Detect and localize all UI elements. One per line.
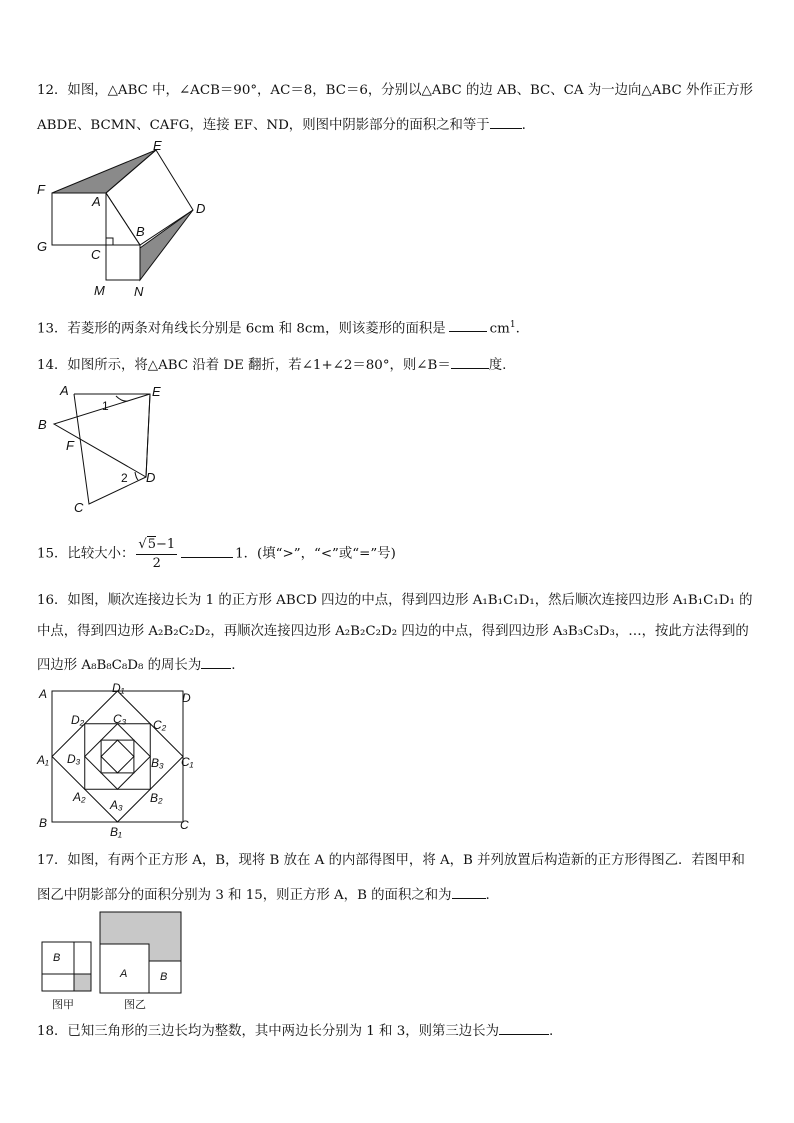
q14-label-c: C <box>74 500 84 515</box>
q17-fig-a-label-b: B <box>53 952 61 964</box>
q12-label-e: E <box>153 138 162 153</box>
q12-label-f: F <box>37 182 45 197</box>
q15-after: 1．(填“>”，“<”或“=”号) <box>235 546 396 562</box>
q18-text: 18．已知三角形的三边长均为整数，其中两边长分别为 1 和 3，则第三边长为 <box>37 1024 499 1039</box>
q16-label-d3: D₃ <box>67 752 81 766</box>
q12-label-d: D <box>196 201 206 216</box>
q14-tail: 度. <box>488 358 507 373</box>
q14-triangle-outline <box>74 394 150 504</box>
q16-label-d: D <box>182 691 191 705</box>
q16-label-b3: B₃ <box>151 756 164 770</box>
q12-line-1: 12．如图，△ABC 中，∠ACB＝90°，AC＝8，BC＝6，分别以△ABC 的边 AB、BC、CA 为一边向△ABC 外作正方形 <box>37 83 753 98</box>
q14-label-f: F <box>66 438 74 453</box>
q16-label-a3: A₃ <box>110 798 123 812</box>
q14-fold-line-de <box>146 394 150 477</box>
q17-answer-blank[interactable] <box>452 884 486 899</box>
q16-label-c: C <box>180 818 189 832</box>
q16-line-3 <box>37 654 235 675</box>
q15-line <box>37 536 396 573</box>
q12-label-a: A <box>92 194 101 209</box>
q16-label-c1: C₁ <box>181 755 194 769</box>
q17-fig-b-label-b: B <box>160 971 168 983</box>
q15-sqrt-arg: 5 <box>147 537 156 552</box>
q17-tail: . <box>485 888 490 903</box>
q12-text: ABDE、BCMN、CAFG，连接 EF、ND，则图中阴影部分的面积之和等于 <box>37 118 490 133</box>
q13-answer-blank[interactable] <box>449 317 487 332</box>
q17-line-1: 17．如图，有两个正方形 A，B，现将 B 放在 A 的内部得图甲，将 A，B 并列放置后构造新的正方形得图乙．若图甲和 <box>37 853 745 868</box>
q14-angle-2-label: 2 <box>121 471 128 485</box>
q16-label-a2: A₂ <box>73 790 86 804</box>
q12-tail: . <box>521 118 526 133</box>
q16-tail: . <box>231 658 236 673</box>
q16-label-b: B <box>39 816 48 830</box>
q12-label-n: N <box>134 284 144 299</box>
q17-fig-b-label-a: A <box>120 968 128 980</box>
q12-label-m: M <box>94 283 105 298</box>
q16-text: 四边形 A₈B₈C₈D₈ 的周长为 <box>37 658 202 673</box>
q12-shaded-triangle-right <box>140 210 193 280</box>
q18-tail: . <box>548 1024 554 1039</box>
q12-label-c: C <box>91 247 101 262</box>
q14-text: 14．如图所示，将△ABC 沿着 DE 翻折，若∠1+∠2＝80°，则∠B＝ <box>37 358 451 373</box>
q16-label-d1: D₁ <box>112 681 125 695</box>
q12-line-2 <box>37 114 526 135</box>
q17-fig-a-caption: 图甲 <box>52 999 74 1011</box>
q16-label-a: A <box>39 687 48 701</box>
q13-tail: . <box>515 321 520 337</box>
q12-figure <box>30 138 220 303</box>
q16-line-1: 16．如图，顺次连接边长为 1 的正方形 ABCD 四边的中点，得到四边形 A₁B₁C₁D₁，然后顺次连接四边形 A₁B₁C₁D₁ 的 <box>37 593 753 608</box>
q12-shaded-triangle-left <box>52 150 156 193</box>
q15-numerator-rest: −1 <box>155 537 176 552</box>
q16-label-d2: D₂ <box>71 713 85 727</box>
q13-text: 13．若菱形的两条对角线长分别是 6cm 和 8cm，则该菱形的面积是 <box>37 321 446 337</box>
q12-side-ab <box>106 193 140 245</box>
q14-angle-1-label: 1 <box>102 399 109 413</box>
q13-unit-sup: 1 <box>509 320 516 330</box>
q14-figure <box>32 382 172 517</box>
q16-label-b2: B₂ <box>150 791 163 805</box>
q16-figure <box>32 680 207 840</box>
q16-label-a1: A₁ <box>37 753 49 767</box>
q12-label-g: G <box>37 239 48 254</box>
q16-line-2: 中点，得到四边形 A₂B₂C₂D₂，再顺次连接四边形 A₂B₂C₂D₂ 四边的中点，得到四边形 A₃B₃C₃D₃，…，按此方法得到的 <box>37 624 749 639</box>
q16-square-5 <box>101 740 134 773</box>
q15-prefix: 15．比较大小： <box>37 546 135 562</box>
q14-label-b: B <box>38 417 47 432</box>
q14-label-d: D <box>146 470 156 485</box>
q15-answer-blank[interactable] <box>181 543 233 558</box>
q18-answer-blank[interactable] <box>499 1020 549 1035</box>
q16-label-c3: C₃ <box>113 712 127 726</box>
q16-label-c2: C₂ <box>153 718 167 732</box>
q12-right-angle-mark <box>106 238 113 245</box>
q17-fig-a-shaded <box>74 974 91 991</box>
q14-angle-2-arc <box>135 472 138 480</box>
q15-denominator: 2 <box>152 556 161 571</box>
q16-square-3 <box>85 724 151 790</box>
q16-answer-blank[interactable] <box>201 654 231 669</box>
q17-text: 图乙中阴影部分的面积分别为 3 和 15，则正方形 A，B 的面积之和为 <box>37 888 452 903</box>
q14-line <box>37 354 506 375</box>
q17-fig-b-caption: 图乙 <box>124 999 146 1011</box>
q14-label-a: A <box>60 383 69 398</box>
q13-unit: cm <box>489 321 510 337</box>
q12-square-abde <box>106 150 193 245</box>
q14-answer-blank[interactable] <box>451 354 489 369</box>
q18-line <box>37 1020 553 1041</box>
q13-line <box>37 316 520 338</box>
q12-answer-blank[interactable] <box>490 114 522 129</box>
q16-square-2 <box>85 724 151 790</box>
q17-figure <box>36 908 186 1013</box>
q12-square-bcmn <box>106 245 140 280</box>
q17-line-2 <box>37 884 490 905</box>
q14-label-e: E <box>152 384 161 399</box>
q16-label-b1: B₁ <box>110 825 122 839</box>
q12-label-b: B <box>136 224 145 239</box>
q15-fraction <box>136 536 177 572</box>
q16-square-4 <box>101 740 134 773</box>
q15-numerator: √5−1 <box>136 536 177 555</box>
q14-angle-1-arc <box>116 396 128 401</box>
